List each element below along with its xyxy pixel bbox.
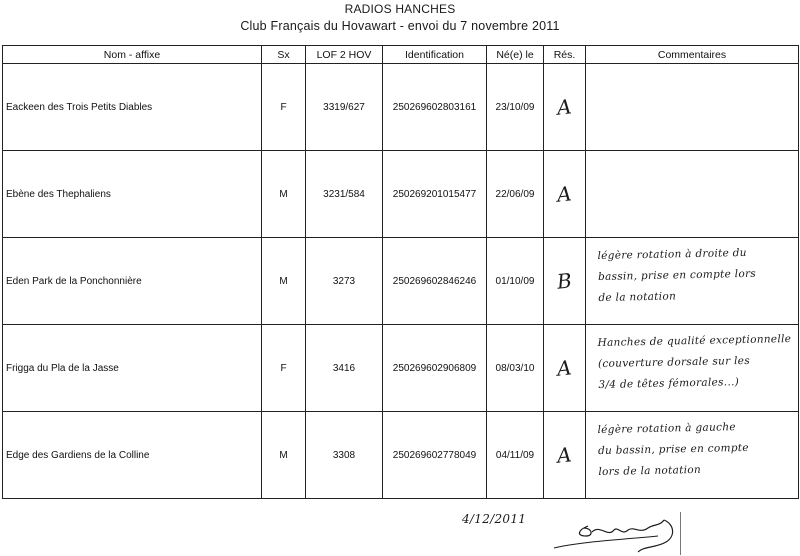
result-cell <box>544 64 586 151</box>
dog-birthdate: 08/03/10 <box>487 325 544 412</box>
comment-cell <box>586 64 799 151</box>
dog-lof: 3231/584 <box>306 151 383 238</box>
table-row <box>3 64 799 151</box>
results-table <box>2 45 799 499</box>
dog-lof: 3273 <box>306 238 383 325</box>
table-row <box>3 151 799 238</box>
page-edge-line <box>680 512 681 555</box>
handwritten-comment <box>598 68 792 72</box>
dog-name: Frigga du Pla de la Jasse <box>3 325 262 412</box>
comment-cell <box>586 412 799 499</box>
dog-lof: 3319/627 <box>306 64 383 151</box>
dog-identification: 250269201015477 <box>383 151 487 238</box>
comment-cell <box>586 151 799 238</box>
column-header-lof: LOF 2 HOV <box>306 46 383 64</box>
result-cell <box>544 325 586 412</box>
table-row <box>3 238 799 325</box>
table-row <box>3 412 799 499</box>
dog-sex: F <box>262 325 306 412</box>
document-subtitle: Club Français du Hovawart - envoi du 7 novembre 2011 <box>240 19 560 33</box>
handwritten-comment: Hanches de qualité exceptionnelle (couverture dorsale sur les 3/4 de têtes fémorales...) <box>597 332 792 392</box>
handwritten-result: A <box>555 355 574 381</box>
document-title: RADIOS HANCHES <box>344 2 456 16</box>
column-header-name: Nom - affixe <box>3 46 262 64</box>
comment-cell <box>586 325 799 412</box>
dog-identification: 250269602846246 <box>383 238 487 325</box>
dog-birthdate: 01/10/09 <box>487 238 544 325</box>
dog-birthdate: 22/06/09 <box>487 151 544 238</box>
column-header-comments: Commentaires <box>586 46 799 64</box>
handwritten-result: B <box>555 268 574 294</box>
column-header-birthdate: Né(e) le <box>487 46 544 64</box>
dog-name: Edge des Gardiens de la Colline <box>3 412 262 499</box>
column-header-identification: Identification <box>383 46 487 64</box>
comment-cell <box>586 238 799 325</box>
handwritten-comment <box>598 155 792 159</box>
handwritten-result: A <box>555 94 574 120</box>
dog-sex: M <box>262 151 306 238</box>
table-row <box>3 325 799 412</box>
table-header-row <box>3 46 799 64</box>
column-header-result: Rés. <box>544 46 586 64</box>
handwritten-result: A <box>555 181 574 207</box>
result-cell <box>544 151 586 238</box>
dog-birthdate: 23/10/09 <box>487 64 544 151</box>
signature-mark <box>548 506 698 556</box>
handwritten-date: 4/12/2011 <box>462 512 527 526</box>
dog-lof: 3416 <box>306 325 383 412</box>
dog-identification: 250269602906809 <box>383 325 487 412</box>
dog-identification: 250269602803161 <box>383 64 487 151</box>
dog-name: Ebène des Thephaliens <box>3 151 262 238</box>
handwritten-comment: légère rotation à droite du bassin, prise en compte lors de la notation <box>597 246 757 305</box>
dog-identification: 250269602778049 <box>383 412 487 499</box>
dog-sex: F <box>262 64 306 151</box>
dog-sex: M <box>262 238 306 325</box>
result-cell <box>544 412 586 499</box>
column-header-sex: Sx <box>262 46 306 64</box>
result-cell <box>544 238 586 325</box>
dog-birthdate: 04/11/09 <box>487 412 544 499</box>
dog-lof: 3308 <box>306 412 383 499</box>
handwritten-result: A <box>555 442 574 468</box>
dog-name: Eackeen des Trois Petits Diables <box>3 64 262 151</box>
handwritten-comment: légère rotation à gauche du bassin, prise en compte lors de la notation <box>597 421 749 479</box>
dog-name: Eden Park de la Ponchonnière <box>3 238 262 325</box>
dog-sex: M <box>262 412 306 499</box>
